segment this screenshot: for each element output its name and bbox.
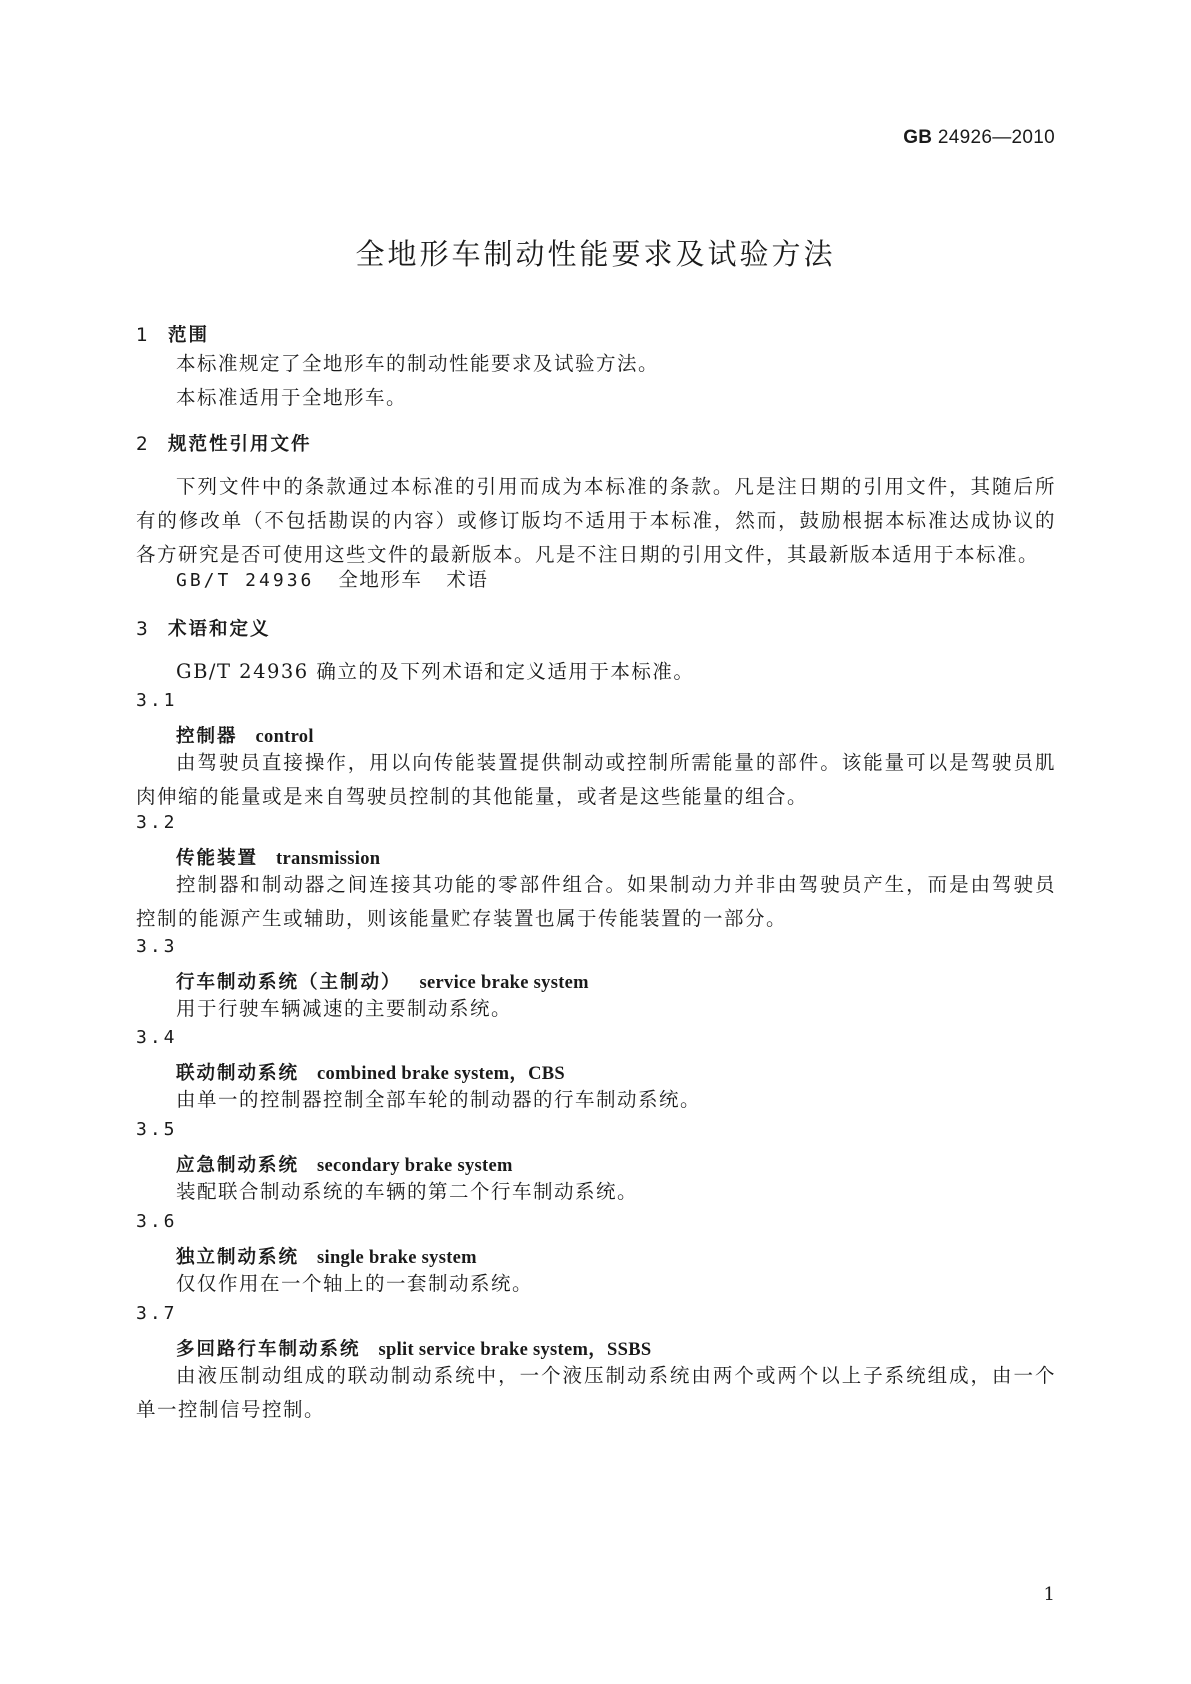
standard-code <box>903 127 1055 149</box>
term-title: 应急制动系统 secondary brake system <box>176 1155 513 1176</box>
term-title: 传能装置 transmission <box>176 848 381 869</box>
term-number: 3.5 <box>136 1119 178 1140</box>
paragraph: 本标准适用于全地形车。 <box>176 386 408 409</box>
term-definition: 由驾驶员直接操作，用以向传能装置提供制动或控制所需能量的部件。该能量可以是驾驶员肌肉伸缩的能量或是来自驾驶员控制的其他能量，或者是这些能量的组合。 <box>136 751 1056 808</box>
paragraph: 下列文件中的条款通过本标准的引用而成为本标准的条款。凡是注日期的引用文件，其随后所有的修改单（不包括勘误的内容）或修订版均不适用于本标准，然而，鼓励根据本标准达成协议的各方研究是否可使用这些文件的最新版本。凡是不注日期的引用文件，其最新版本适用于本标准。 <box>136 475 1056 566</box>
term-title: 联动制动系统 combined brake system，CBS <box>176 1063 566 1084</box>
term-title: 独立制动系统 single brake system <box>176 1247 477 1268</box>
code-prefix: GB <box>903 127 933 148</box>
term-number: 3.1 <box>136 690 178 711</box>
term-number: 3.7 <box>136 1303 178 1324</box>
page-number: 1 <box>1043 1584 1055 1605</box>
normative-reference: GB/T 24936 全地形车 术语 <box>176 568 489 591</box>
term-definition: 由单一的控制器控制全部车轮的制动器的行车制动系统。 <box>176 1088 702 1111</box>
term-definition: 由液压制动组成的联动制动系统中，一个液压制动系统由两个或两个以上子系统组成，由一个单一控制信号控制。 <box>136 1364 1056 1421</box>
term-title: 行车制动系统（主制动） service brake system <box>176 972 589 993</box>
term-definition: 用于行驶车辆减速的主要制动系统。 <box>176 997 513 1020</box>
paragraph: GB/T 24936 确立的及下列术语和定义适用于本标准。 <box>176 660 695 683</box>
section-heading-scope: 1 范围 <box>136 325 210 346</box>
term-definition: 控制器和制动器之间连接其功能的零部件组合。如果制动力并非由驾驶员产生，而是由驾驶员控制的能源产生或辅助，则该能量贮存装置也属于传能装置的一部分。 <box>136 873 1056 930</box>
term-title: 控制器 control <box>176 726 314 747</box>
code-number: 24926—2010 <box>937 127 1055 148</box>
term-number: 3.2 <box>136 812 178 833</box>
term-definition: 装配联合制动系统的车辆的第二个行车制动系统。 <box>176 1180 639 1203</box>
section-heading-normative-references: 2 规范性引用文件 <box>136 434 312 455</box>
document-title: 全地形车制动性能要求及试验方法 <box>355 237 836 271</box>
term-title: 多回路行车制动系统 split service brake system，SSBS <box>176 1339 652 1360</box>
term-number: 3.3 <box>136 936 178 957</box>
term-number: 3.4 <box>136 1027 178 1048</box>
term-number: 3.6 <box>136 1211 178 1232</box>
term-definition: 仅仅作用在一个轴上的一套制动系统。 <box>176 1272 534 1295</box>
section-heading-terms: 3 术语和定义 <box>136 619 271 640</box>
paragraph: 本标准规定了全地形车的制动性能要求及试验方法。 <box>176 352 660 375</box>
